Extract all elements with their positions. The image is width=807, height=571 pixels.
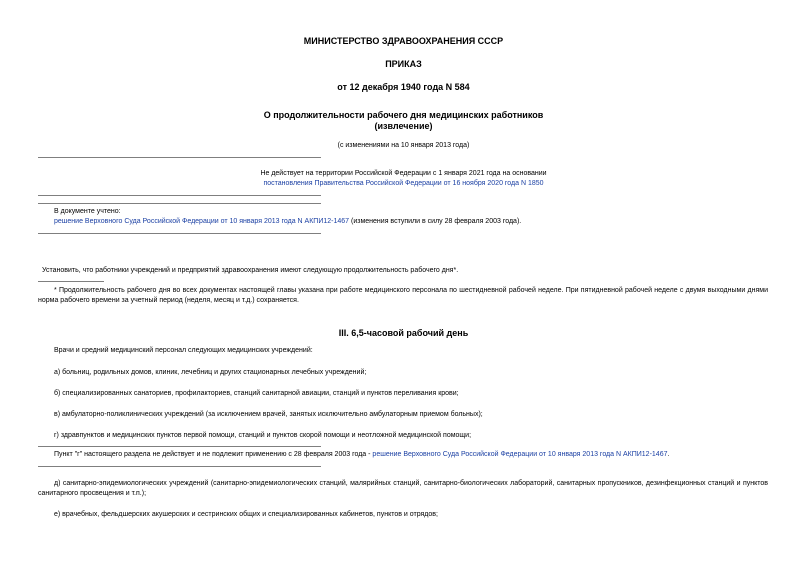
divider — [38, 466, 321, 467]
section-title: III. 6,5-часовой рабочий день — [338, 328, 469, 338]
footnote: * Продолжительность рабочего дня во всех документах настоящей главы указана при работе медицинского персонала по шестидневной рабочей неделе. При пятидневной рабочей неделе с двумя выходными днями норма рабочего времени за учетный период (неделя, месяц и т.д.) сохраняется. — [38, 287, 768, 304]
list-item: в) амбулаторно-поликлинических учреждений (за исключением врачей, занятых исключительно амбулаторным приемом больных); — [54, 411, 483, 418]
divider — [38, 446, 321, 447]
list-item: б) специализированных санаториев, профилакториев, станций санитарной авиации, станций и пунктов переливания крови; — [54, 390, 459, 397]
considered-link[interactable]: решение Верховного Суда Российской Федерации от 10 января 2013 года N АКПИ12-1467 — [54, 218, 350, 225]
footnote-divider — [38, 281, 104, 282]
amendments-note: (с изменениями на 10 января 2013 года) — [337, 142, 470, 149]
date-number-heading: от 12 декабря 1940 года N 584 — [337, 82, 470, 92]
list-item: е) врачебных, фельдшерских акушерских и сестринских общих и специализированных кабинетов, пунктов и отрядов; — [54, 511, 438, 518]
intro-paragraph: Установить, что работники учреждений и предприятий здравоохранения имеют следующую продолжительность рабочего дня*. — [42, 267, 459, 274]
considered-label: В документе учтено: — [54, 208, 121, 215]
status-link[interactable]: постановления Правительства Российской Федерации от 16 ноября 2020 года N 1850 — [263, 180, 544, 187]
ministry-heading: МИНИСТЕРСТВО ЗДРАВООХРАНЕНИЯ СССР — [303, 36, 504, 46]
document-title: О продолжительности рабочего дня медицинских работников — [263, 110, 544, 120]
note-link[interactable]: решение Верховного Суда Российской Федерации от 10 января 2013 года N АКПИ12-1467 — [372, 451, 668, 458]
list-item: г) здравпунктов и медицинских пунктов первой помощи, станций и пунктов скорой помощи и неотложной медицинской помощи; — [54, 432, 472, 439]
list-item: д) санитарно-эпидемиологических учреждений (санитарно-эпидемиологических станций, малярийных станций, санитарно-биологических лабораторий, санитарных пропускников, дезинфекционных станций и пунктов санитарного просвещения и т.п.); — [38, 480, 768, 497]
divider — [38, 195, 321, 196]
document-title-extract: (извлечение) — [374, 121, 433, 131]
section-lead: Врачи и средний медицинский персонал следующих медицинских учреждений: — [54, 347, 313, 354]
item-g-note — [54, 450, 774, 460]
considered-line — [54, 217, 774, 227]
note-text: Пункт "г" настоящего раздела не действует и не подлежит применению с 28 февраля 2003 года - — [54, 451, 373, 458]
divider — [38, 203, 321, 204]
list-item: а) больниц, родильных домов, клиник, лечебниц и других стационарных лечебных учреждений; — [54, 369, 367, 376]
divider — [38, 233, 321, 234]
status-text: Не действует на территории Российской Федерации с 1 января 2021 года на основании — [260, 170, 547, 177]
considered-rest: (изменения вступили в силу 28 февраля 2003 года). — [349, 218, 522, 225]
doc-type-heading: ПРИКАЗ — [385, 59, 422, 69]
note-end: . — [667, 451, 670, 458]
divider — [38, 157, 321, 158]
